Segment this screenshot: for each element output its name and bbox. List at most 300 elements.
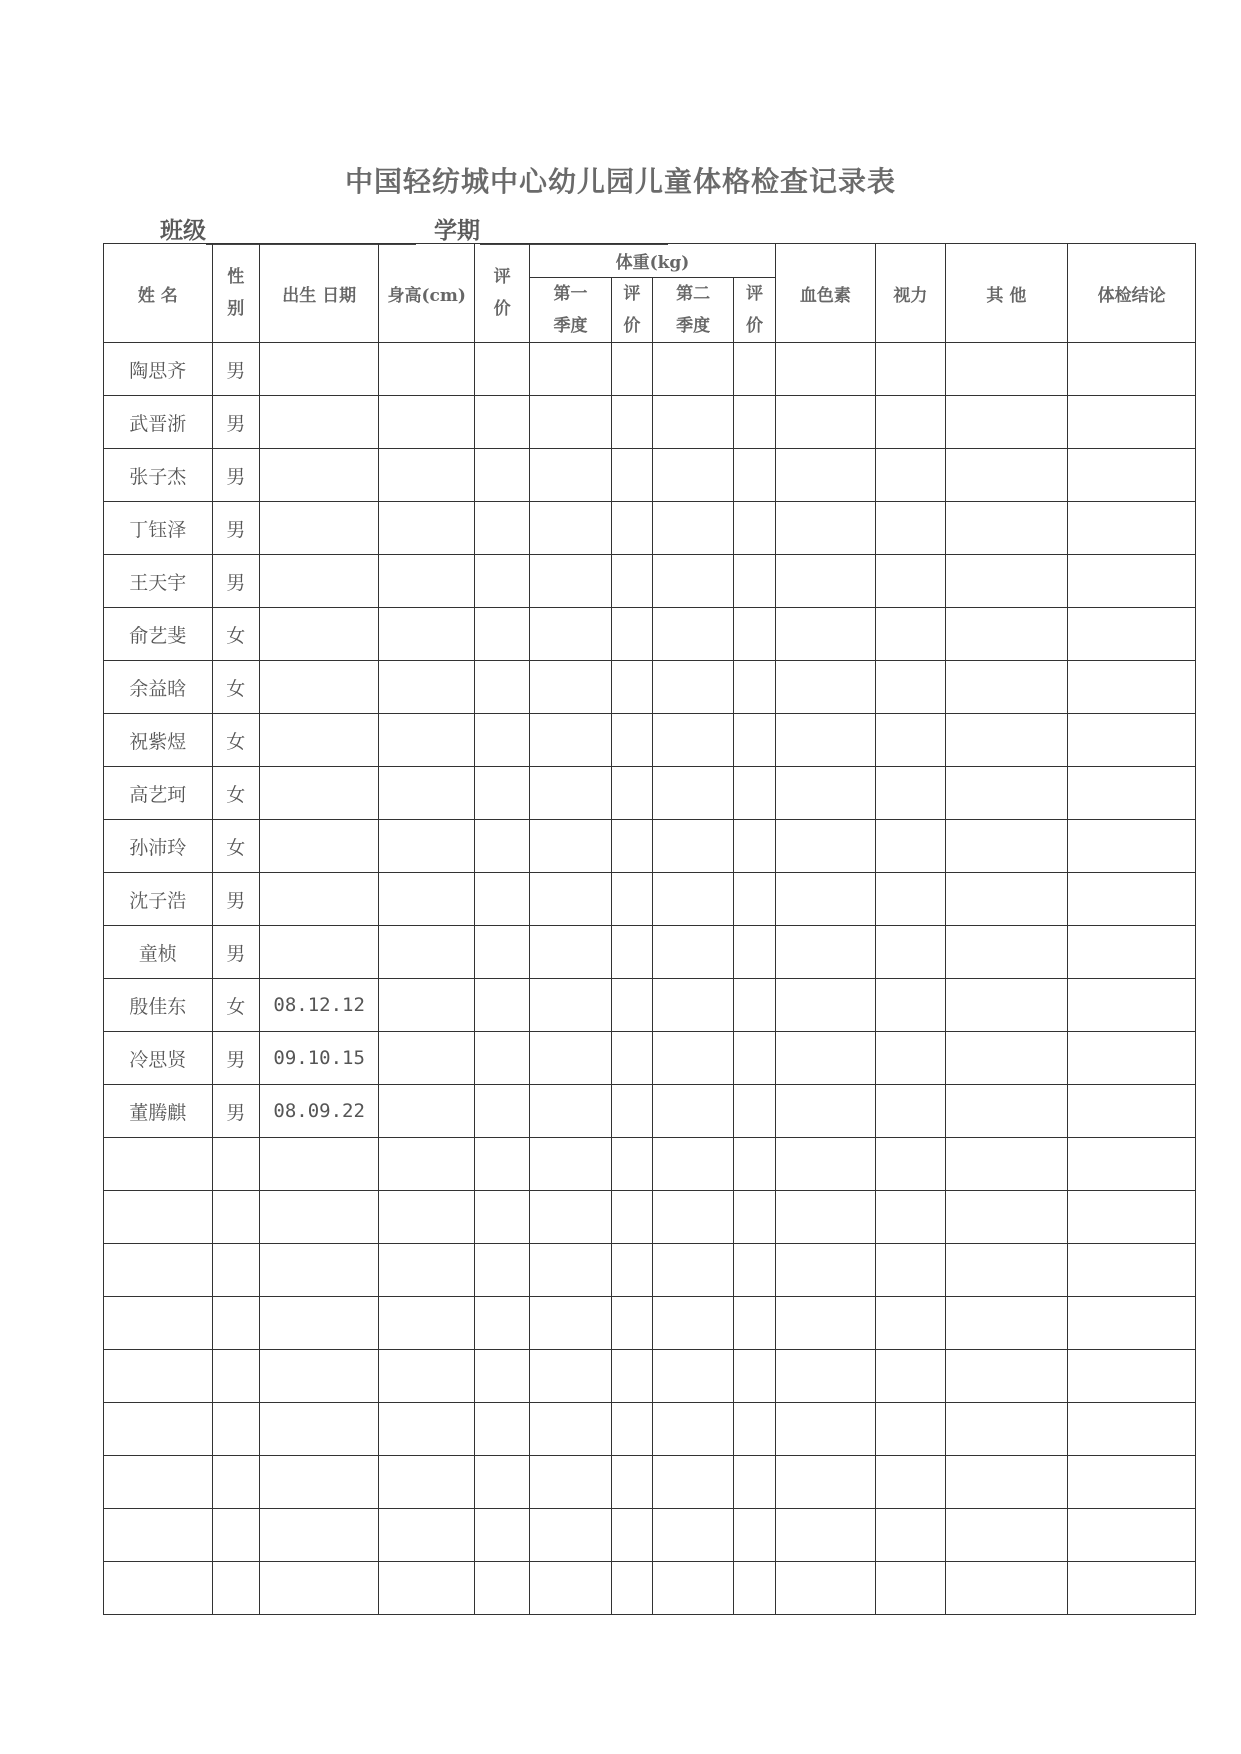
cell-conclusion[interactable] <box>1068 396 1196 449</box>
cell-other[interactable] <box>945 1562 1068 1615</box>
cell-birth-date <box>259 502 379 555</box>
cell-name <box>104 1403 213 1456</box>
cell-other[interactable] <box>945 1509 1068 1562</box>
cell-hemoglobin[interactable] <box>775 767 876 820</box>
cell-conclusion[interactable] <box>1068 343 1196 396</box>
cell-height[interactable] <box>379 1191 475 1244</box>
cell-hemoglobin[interactable] <box>775 449 876 502</box>
cell-conclusion[interactable] <box>1068 979 1196 1032</box>
cell-weight-q2[interactable] <box>652 979 733 1032</box>
cell-weight-q1[interactable] <box>530 1244 611 1297</box>
cell-weight-q2[interactable] <box>652 661 733 714</box>
cell-birth-date <box>259 1244 379 1297</box>
cell-sex <box>212 1350 259 1403</box>
cell-weight-q2-eval[interactable] <box>734 1456 775 1509</box>
cell-weight-q1[interactable] <box>530 767 611 820</box>
cell-weight-q1-eval[interactable] <box>611 1244 652 1297</box>
cell-birth-date <box>259 343 379 396</box>
cell-height[interactable] <box>379 449 475 502</box>
cell-weight-q2-eval[interactable] <box>734 1509 775 1562</box>
cell-birth-date <box>259 1191 379 1244</box>
cell-other[interactable] <box>945 1138 1068 1191</box>
cell-weight-q2[interactable] <box>652 555 733 608</box>
cell-name: 王天宇 <box>104 555 213 608</box>
cell-vision[interactable] <box>876 1032 945 1085</box>
cell-hemoglobin[interactable] <box>775 873 876 926</box>
cell-weight-q2-eval[interactable] <box>734 873 775 926</box>
cell-vision[interactable] <box>876 502 945 555</box>
cell-sex: 女 <box>212 767 259 820</box>
header-height-eval: 评 价 <box>475 244 530 343</box>
cell-height-eval[interactable] <box>475 1244 530 1297</box>
cell-weight-q1-eval[interactable] <box>611 1138 652 1191</box>
cell-hemoglobin[interactable] <box>775 1562 876 1615</box>
cell-height-eval[interactable] <box>475 1085 530 1138</box>
cell-height-eval[interactable] <box>475 979 530 1032</box>
cell-weight-q2[interactable] <box>652 502 733 555</box>
cell-name: 俞艺斐 <box>104 608 213 661</box>
cell-name: 高艺珂 <box>104 767 213 820</box>
cell-sex: 男 <box>212 1085 259 1138</box>
cell-hemoglobin[interactable] <box>775 343 876 396</box>
cell-vision[interactable] <box>876 820 945 873</box>
cell-height-eval[interactable] <box>475 1456 530 1509</box>
cell-conclusion[interactable] <box>1068 1244 1196 1297</box>
cell-birth-date <box>259 1562 379 1615</box>
cell-height-eval[interactable] <box>475 767 530 820</box>
cell-weight-q2[interactable] <box>652 714 733 767</box>
cell-sex: 男 <box>212 502 259 555</box>
cell-hemoglobin[interactable] <box>775 979 876 1032</box>
cell-weight-q2[interactable] <box>652 1138 733 1191</box>
cell-weight-q2[interactable] <box>652 449 733 502</box>
cell-sex: 男 <box>212 396 259 449</box>
header-vision: 视力 <box>876 244 945 343</box>
cell-vision[interactable] <box>876 714 945 767</box>
cell-vision[interactable] <box>876 873 945 926</box>
cell-other[interactable] <box>945 396 1068 449</box>
cell-hemoglobin[interactable] <box>775 1191 876 1244</box>
cell-weight-q1[interactable] <box>530 661 611 714</box>
cell-weight-q1-eval[interactable] <box>611 820 652 873</box>
cell-hemoglobin[interactable] <box>775 555 876 608</box>
cell-weight-q1[interactable] <box>530 1456 611 1509</box>
cell-height[interactable] <box>379 1509 475 1562</box>
cell-conclusion[interactable] <box>1068 608 1196 661</box>
cell-weight-q2[interactable] <box>652 1509 733 1562</box>
cell-conclusion[interactable] <box>1068 1456 1196 1509</box>
cell-vision[interactable] <box>876 396 945 449</box>
cell-weight-q1[interactable] <box>530 926 611 979</box>
cell-weight-q1[interactable] <box>530 1403 611 1456</box>
cell-height[interactable] <box>379 1244 475 1297</box>
cell-sex <box>212 1509 259 1562</box>
cell-weight-q2[interactable] <box>652 1085 733 1138</box>
cell-vision[interactable] <box>876 1297 945 1350</box>
cell-conclusion[interactable] <box>1068 926 1196 979</box>
cell-weight-q2-eval[interactable] <box>734 1562 775 1615</box>
cell-conclusion[interactable] <box>1068 873 1196 926</box>
cell-height[interactable] <box>379 661 475 714</box>
cell-weight-q1-eval[interactable] <box>611 396 652 449</box>
cell-other[interactable] <box>945 820 1068 873</box>
cell-height[interactable] <box>379 1403 475 1456</box>
cell-other[interactable] <box>945 1244 1068 1297</box>
cell-weight-q2-eval[interactable] <box>734 1138 775 1191</box>
cell-birth-date: 09.10.15 <box>259 1032 379 1085</box>
cell-other[interactable] <box>945 1403 1068 1456</box>
cell-vision[interactable] <box>876 343 945 396</box>
cell-height[interactable] <box>379 820 475 873</box>
cell-weight-q2[interactable] <box>652 1403 733 1456</box>
cell-conclusion[interactable] <box>1068 1032 1196 1085</box>
cell-conclusion[interactable] <box>1068 449 1196 502</box>
cell-vision[interactable] <box>876 767 945 820</box>
cell-height-eval[interactable] <box>475 1297 530 1350</box>
cell-weight-q1-eval[interactable] <box>611 1032 652 1085</box>
cell-sex: 女 <box>212 820 259 873</box>
cell-weight-q2-eval[interactable] <box>734 1403 775 1456</box>
cell-weight-q1-eval[interactable] <box>611 1509 652 1562</box>
cell-weight-q2-eval[interactable] <box>734 926 775 979</box>
cell-vision[interactable] <box>876 979 945 1032</box>
cell-height[interactable] <box>379 343 475 396</box>
cell-vision[interactable] <box>876 1350 945 1403</box>
table-row <box>104 1350 1196 1403</box>
cell-height[interactable] <box>379 979 475 1032</box>
cell-weight-q2-eval[interactable] <box>734 1297 775 1350</box>
cell-other[interactable] <box>945 1085 1068 1138</box>
cell-weight-q2-eval[interactable] <box>734 661 775 714</box>
cell-hemoglobin[interactable] <box>775 1456 876 1509</box>
cell-height[interactable] <box>379 926 475 979</box>
cell-weight-q1[interactable] <box>530 1138 611 1191</box>
table-row <box>104 449 1196 502</box>
cell-conclusion[interactable] <box>1068 661 1196 714</box>
cell-hemoglobin[interactable] <box>775 1032 876 1085</box>
cell-weight-q1[interactable] <box>530 608 611 661</box>
cell-hemoglobin[interactable] <box>775 926 876 979</box>
cell-weight-q2-eval[interactable] <box>734 767 775 820</box>
cell-height-eval[interactable] <box>475 608 530 661</box>
cell-vision[interactable] <box>876 1085 945 1138</box>
cell-height-eval[interactable] <box>475 1191 530 1244</box>
cell-conclusion[interactable] <box>1068 1297 1196 1350</box>
cell-sex: 男 <box>212 449 259 502</box>
table-row <box>104 979 1196 1032</box>
cell-height[interactable] <box>379 714 475 767</box>
cell-weight-q2[interactable] <box>652 1562 733 1615</box>
cell-hemoglobin[interactable] <box>775 714 876 767</box>
cell-hemoglobin[interactable] <box>775 1350 876 1403</box>
table-row <box>104 1297 1196 1350</box>
cell-weight-q2-eval[interactable] <box>734 820 775 873</box>
cell-conclusion[interactable] <box>1068 1562 1196 1615</box>
cell-birth-date <box>259 1138 379 1191</box>
cell-weight-q2[interactable] <box>652 1456 733 1509</box>
cell-vision[interactable] <box>876 1562 945 1615</box>
cell-height[interactable] <box>379 502 475 555</box>
cell-height[interactable] <box>379 555 475 608</box>
cell-birth-date <box>259 873 379 926</box>
cell-name: 余益晗 <box>104 661 213 714</box>
cell-weight-q2[interactable] <box>652 820 733 873</box>
cell-weight-q2[interactable] <box>652 873 733 926</box>
cell-weight-q2-eval[interactable] <box>734 396 775 449</box>
cell-conclusion[interactable] <box>1068 502 1196 555</box>
cell-name: 冷思贤 <box>104 1032 213 1085</box>
cell-weight-q1[interactable] <box>530 555 611 608</box>
table-row <box>104 1191 1196 1244</box>
cell-sex <box>212 1244 259 1297</box>
cell-weight-q1[interactable] <box>530 714 611 767</box>
header-hemoglobin: 血色素 <box>775 244 876 343</box>
table-row <box>104 1085 1196 1138</box>
table-row <box>104 767 1196 820</box>
cell-hemoglobin[interactable] <box>775 608 876 661</box>
cell-weight-q1-eval[interactable] <box>611 714 652 767</box>
cell-hemoglobin[interactable] <box>775 661 876 714</box>
cell-weight-q2[interactable] <box>652 1191 733 1244</box>
cell-other[interactable] <box>945 608 1068 661</box>
cell-weight-q1[interactable] <box>530 502 611 555</box>
cell-sex: 女 <box>212 661 259 714</box>
cell-hemoglobin[interactable] <box>775 396 876 449</box>
cell-height[interactable] <box>379 608 475 661</box>
cell-weight-q2[interactable] <box>652 767 733 820</box>
cell-weight-q1-eval[interactable] <box>611 1350 652 1403</box>
cell-conclusion[interactable] <box>1068 1191 1196 1244</box>
cell-height[interactable] <box>379 1297 475 1350</box>
cell-other[interactable] <box>945 343 1068 396</box>
cell-weight-q2-eval[interactable] <box>734 1032 775 1085</box>
cell-height-eval[interactable] <box>475 661 530 714</box>
cell-name: 董腾麒 <box>104 1085 213 1138</box>
cell-height[interactable] <box>379 396 475 449</box>
cell-weight-q1-eval[interactable] <box>611 926 652 979</box>
table-row <box>104 343 1196 396</box>
cell-weight-q2-eval[interactable] <box>734 343 775 396</box>
cell-name: 殷佳东 <box>104 979 213 1032</box>
cell-hemoglobin[interactable] <box>775 820 876 873</box>
cell-hemoglobin[interactable] <box>775 1509 876 1562</box>
cell-height[interactable] <box>379 1350 475 1403</box>
cell-other[interactable] <box>945 449 1068 502</box>
cell-height-eval[interactable] <box>475 1138 530 1191</box>
cell-weight-q1-eval[interactable] <box>611 502 652 555</box>
cell-weight-q2[interactable] <box>652 1350 733 1403</box>
cell-vision[interactable] <box>876 555 945 608</box>
cell-hemoglobin[interactable] <box>775 1403 876 1456</box>
cell-other[interactable] <box>945 1297 1068 1350</box>
cell-other[interactable] <box>945 767 1068 820</box>
cell-other[interactable] <box>945 502 1068 555</box>
cell-height[interactable] <box>379 1138 475 1191</box>
cell-other[interactable] <box>945 1032 1068 1085</box>
cell-weight-q1[interactable] <box>530 820 611 873</box>
cell-weight-q2[interactable] <box>652 608 733 661</box>
cell-vision[interactable] <box>876 449 945 502</box>
cell-height[interactable] <box>379 767 475 820</box>
cell-weight-q2-eval[interactable] <box>734 608 775 661</box>
cell-height-eval[interactable] <box>475 343 530 396</box>
cell-weight-q1-eval[interactable] <box>611 767 652 820</box>
cell-weight-q2-eval[interactable] <box>734 555 775 608</box>
cell-height-eval[interactable] <box>475 714 530 767</box>
cell-birth-date <box>259 926 379 979</box>
cell-other[interactable] <box>945 979 1068 1032</box>
cell-hemoglobin[interactable] <box>775 502 876 555</box>
cell-height-eval[interactable] <box>475 1350 530 1403</box>
cell-vision[interactable] <box>876 1456 945 1509</box>
cell-vision[interactable] <box>876 1244 945 1297</box>
cell-conclusion[interactable] <box>1068 714 1196 767</box>
cell-conclusion[interactable] <box>1068 1403 1196 1456</box>
cell-weight-q2-eval[interactable] <box>734 979 775 1032</box>
cell-weight-q1[interactable] <box>530 343 611 396</box>
cell-height-eval[interactable] <box>475 926 530 979</box>
cell-weight-q1-eval[interactable] <box>611 1297 652 1350</box>
cell-vision[interactable] <box>876 1509 945 1562</box>
cell-vision[interactable] <box>876 1403 945 1456</box>
cell-height[interactable] <box>379 1085 475 1138</box>
cell-other[interactable] <box>945 926 1068 979</box>
cell-name <box>104 1350 213 1403</box>
cell-weight-q2[interactable] <box>652 1032 733 1085</box>
cell-height[interactable] <box>379 1032 475 1085</box>
cell-other[interactable] <box>945 714 1068 767</box>
cell-weight-q2-eval[interactable] <box>734 1350 775 1403</box>
cell-weight-q2[interactable] <box>652 1244 733 1297</box>
cell-weight-q2-eval[interactable] <box>734 1244 775 1297</box>
cell-other[interactable] <box>945 1456 1068 1509</box>
cell-weight-q1[interactable] <box>530 1562 611 1615</box>
cell-weight-q1[interactable] <box>530 1085 611 1138</box>
cell-weight-q1-eval[interactable] <box>611 1456 652 1509</box>
cell-weight-q2[interactable] <box>652 343 733 396</box>
cell-vision[interactable] <box>876 608 945 661</box>
cell-name: 武晋浙 <box>104 396 213 449</box>
cell-weight-q1-eval[interactable] <box>611 608 652 661</box>
table-row <box>104 820 1196 873</box>
cell-conclusion[interactable] <box>1068 767 1196 820</box>
cell-weight-q1[interactable] <box>530 396 611 449</box>
cell-sex <box>212 1138 259 1191</box>
cell-weight-q1[interactable] <box>530 1350 611 1403</box>
cell-birth-date <box>259 1403 379 1456</box>
cell-weight-q1[interactable] <box>530 1032 611 1085</box>
cell-height-eval[interactable] <box>475 555 530 608</box>
health-check-table <box>103 243 1196 1615</box>
cell-hemoglobin[interactable] <box>775 1085 876 1138</box>
cell-other[interactable] <box>945 1350 1068 1403</box>
cell-height[interactable] <box>379 1456 475 1509</box>
cell-height-eval[interactable] <box>475 873 530 926</box>
cell-weight-q1-eval[interactable] <box>611 1562 652 1615</box>
cell-conclusion[interactable] <box>1068 1138 1196 1191</box>
cell-weight-q1-eval[interactable] <box>611 555 652 608</box>
cell-name <box>104 1509 213 1562</box>
cell-weight-q1-eval[interactable] <box>611 873 652 926</box>
cell-weight-q1[interactable] <box>530 873 611 926</box>
cell-weight-q2-eval[interactable] <box>734 449 775 502</box>
cell-height-eval[interactable] <box>475 1032 530 1085</box>
cell-birth-date <box>259 714 379 767</box>
cell-vision[interactable] <box>876 1138 945 1191</box>
cell-sex <box>212 1456 259 1509</box>
cell-height-eval[interactable] <box>475 820 530 873</box>
cell-height-eval[interactable] <box>475 449 530 502</box>
term-field[interactable] <box>480 220 668 245</box>
table-row <box>104 1244 1196 1297</box>
table-row <box>104 1138 1196 1191</box>
cell-sex: 女 <box>212 608 259 661</box>
cell-vision[interactable] <box>876 926 945 979</box>
cell-weight-q1-eval[interactable] <box>611 1191 652 1244</box>
cell-vision[interactable] <box>876 1191 945 1244</box>
cell-other[interactable] <box>945 661 1068 714</box>
cell-weight-q1[interactable] <box>530 1191 611 1244</box>
cell-weight-q2-eval[interactable] <box>734 1085 775 1138</box>
cell-weight-q1-eval[interactable] <box>611 1085 652 1138</box>
cell-height-eval[interactable] <box>475 1403 530 1456</box>
cell-weight-q1-eval[interactable] <box>611 979 652 1032</box>
cell-weight-q1-eval[interactable] <box>611 343 652 396</box>
cell-name: 童桢 <box>104 926 213 979</box>
cell-weight-q2-eval[interactable] <box>734 502 775 555</box>
cell-height-eval[interactable] <box>475 1509 530 1562</box>
cell-vision[interactable] <box>876 661 945 714</box>
cell-weight-q1[interactable] <box>530 1509 611 1562</box>
cell-hemoglobin[interactable] <box>775 1138 876 1191</box>
cell-other[interactable] <box>945 873 1068 926</box>
cell-name: 孙沛玲 <box>104 820 213 873</box>
cell-weight-q1-eval[interactable] <box>611 449 652 502</box>
cell-weight-q1[interactable] <box>530 1297 611 1350</box>
cell-conclusion[interactable] <box>1068 1350 1196 1403</box>
cell-conclusion[interactable] <box>1068 820 1196 873</box>
class-field[interactable] <box>206 220 416 245</box>
cell-weight-q1-eval[interactable] <box>611 1403 652 1456</box>
cell-conclusion[interactable] <box>1068 1085 1196 1138</box>
cell-weight-q1[interactable] <box>530 449 611 502</box>
cell-weight-q1[interactable] <box>530 979 611 1032</box>
cell-height-eval[interactable] <box>475 502 530 555</box>
cell-height-eval[interactable] <box>475 396 530 449</box>
table-row <box>104 608 1196 661</box>
cell-weight-q2-eval[interactable] <box>734 714 775 767</box>
cell-weight-q2[interactable] <box>652 396 733 449</box>
cell-weight-q2-eval[interactable] <box>734 1191 775 1244</box>
cell-hemoglobin[interactable] <box>775 1297 876 1350</box>
table-row <box>104 926 1196 979</box>
cell-weight-q2[interactable] <box>652 926 733 979</box>
header-birth-date: 出生 日期 <box>259 244 379 343</box>
cell-other[interactable] <box>945 555 1068 608</box>
cell-birth-date <box>259 449 379 502</box>
cell-weight-q1-eval[interactable] <box>611 661 652 714</box>
cell-hemoglobin[interactable] <box>775 1244 876 1297</box>
table-row <box>104 1456 1196 1509</box>
cell-other[interactable] <box>945 1191 1068 1244</box>
cell-height-eval[interactable] <box>475 1562 530 1615</box>
cell-weight-q2[interactable] <box>652 1297 733 1350</box>
cell-conclusion[interactable] <box>1068 1509 1196 1562</box>
cell-height[interactable] <box>379 1562 475 1615</box>
header-name: 姓 名 <box>104 244 213 343</box>
cell-conclusion[interactable] <box>1068 555 1196 608</box>
cell-height[interactable] <box>379 873 475 926</box>
